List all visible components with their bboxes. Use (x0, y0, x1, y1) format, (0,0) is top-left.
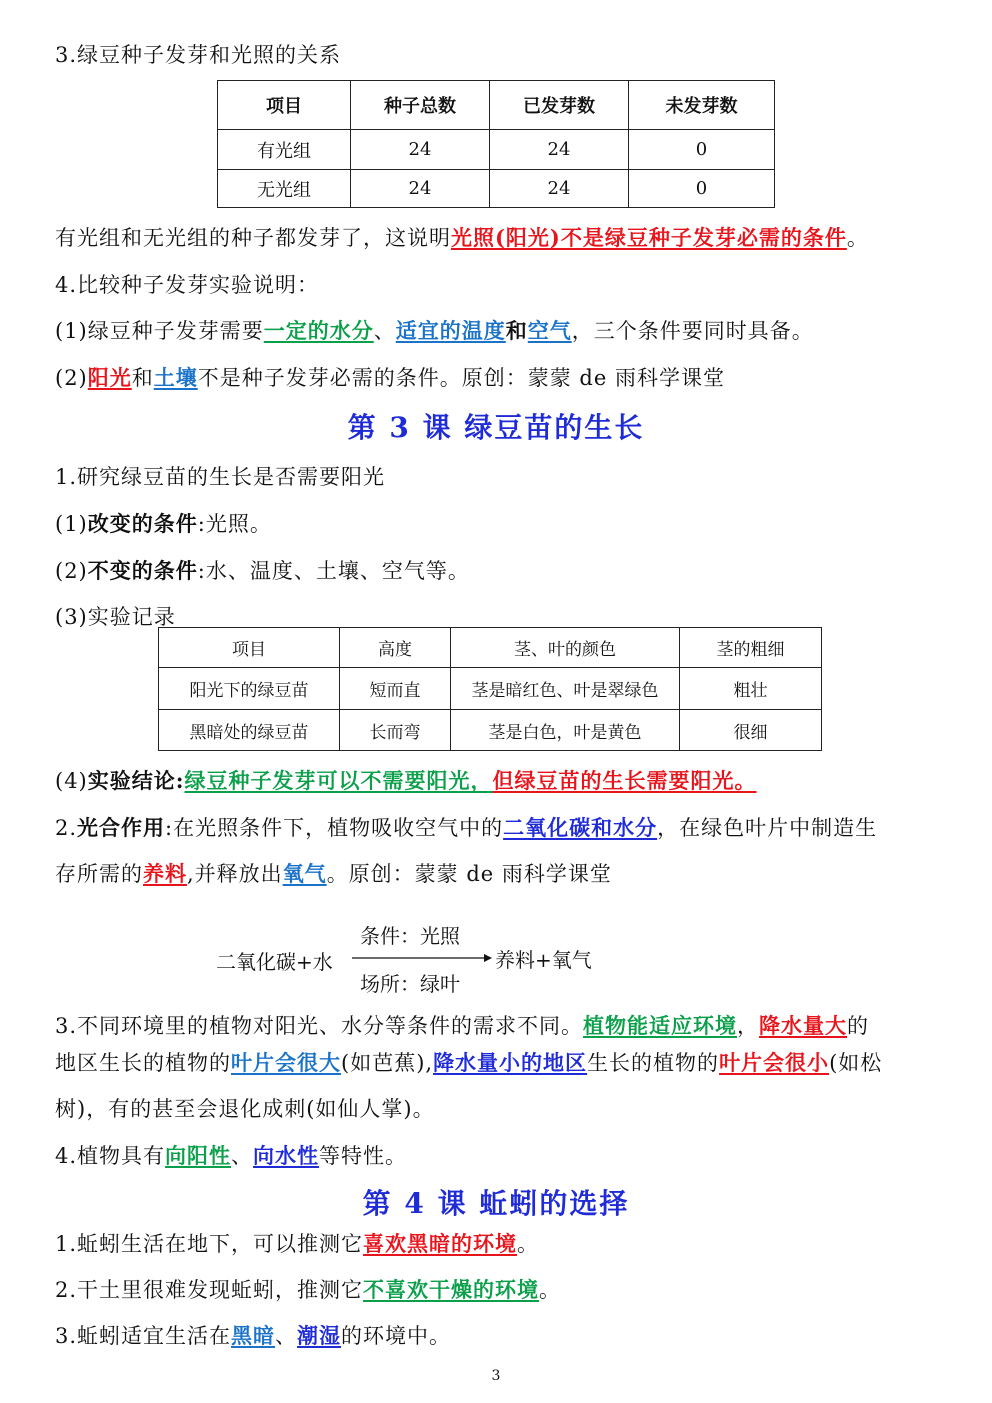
paragraph-earthworm-dry: 2.干土里很难发现蚯蚓，推测它不喜欢干燥的环境。 (55, 1277, 562, 1302)
table2-cell: 粗壮 (680, 668, 822, 710)
table2-cell: 黑暗处的绿豆苗 (159, 710, 340, 751)
highlight-green: 绿豆种子发芽可以不需要阳光， (184, 768, 493, 793)
table1-cell: 0 (629, 130, 775, 170)
table1-cell: 24 (351, 170, 490, 208)
paragraph-adaptation-end: 树)，有的甚至会退化成刺(如仙人掌)。 (55, 1097, 435, 1121)
paragraph-photosynthesis: 2.光合作用:在光照条件下，植物吸收空气中的二氧化碳和水分，在绿色叶片中制造生 (55, 815, 878, 840)
highlight-green: 不喜欢干燥的环境 (363, 1277, 540, 1302)
highlight-blue: 适宜的温度 (395, 318, 506, 343)
highlight-blue: 土壤 (153, 365, 198, 390)
paragraph-light-conclusion: 有光组和无光组的种子都发芽了，这说明光照(阳光)不是绿豆种子发芽必需的条件。 (55, 225, 869, 250)
table2-cell: 很细 (680, 710, 822, 751)
table2-header: 茎的粗细 (680, 628, 822, 668)
paragraph-research: 1.研究绿豆苗的生长是否需要阳光 (55, 465, 386, 489)
table1-header: 未发芽数 (629, 81, 775, 130)
paragraph-conditions: (1)绿豆种子发芽需要一定的水分、适宜的温度和空气，三个条件要同时具备。 (55, 318, 814, 343)
highlight-green: 向阳性 (165, 1143, 232, 1168)
growth-table (158, 627, 822, 751)
highlight-navy: 潮湿 (297, 1323, 342, 1348)
paragraph-adaptation: 3.不同环境里的植物对阳光、水分等条件的需求不同。植物能适应环境，降水量大的 (55, 1013, 870, 1038)
germination-table (217, 80, 775, 208)
highlight-red: 养料 (143, 861, 187, 886)
table1-cell: 无光组 (218, 170, 351, 208)
lesson-4-heading: 第 4 课 蚯蚓的选择 (362, 1187, 630, 1220)
highlight-green: 植物能适应环境 (583, 1013, 738, 1038)
equation-location: 场所：绿叶 (360, 972, 460, 996)
table2-header: 茎、叶的颜色 (451, 628, 680, 668)
table1-cell: 24 (351, 130, 490, 170)
table1-header: 已发芽数 (490, 81, 629, 130)
table1-cell: 0 (629, 170, 775, 208)
highlight-blue: 叶片会很大 (231, 1050, 341, 1075)
table-row (159, 668, 822, 710)
lesson-3-heading: 第 3 课 绿豆苗的生长 (347, 411, 645, 444)
table1-header: 项目 (218, 81, 351, 130)
table-row (159, 710, 822, 751)
highlight-navy: 向水性 (253, 1143, 320, 1168)
equation-arrow (350, 951, 494, 965)
page-number: 3 (491, 1368, 501, 1384)
equation-reactants: 二氧化碳+水 (216, 950, 333, 974)
paragraph-not-needed: (2)阳光和土壤不是种子发芽必需的条件。原创：蒙蒙 de 雨科学课堂 (55, 365, 725, 390)
table2-header: 项目 (159, 628, 340, 668)
highlight-red: 降水量大 (759, 1013, 848, 1038)
section-title-mung-bean-light: 3.绿豆种子发芽和光照的关系 (55, 43, 342, 67)
table-row (218, 170, 775, 208)
paragraph-changed-condition: (1)改变的条件:光照。 (55, 511, 272, 536)
highlight-blue: 黑暗 (231, 1323, 276, 1348)
highlight-red: 光照(阳光)不是绿豆种子发芽必需的条件 (451, 225, 847, 250)
table1-cell: 24 (490, 170, 629, 208)
paragraph-adaptation-cont: 地区生长的植物的叶片会很大(如芭蕉),降水量小的地区生长的植物的叶片会很小(如松 (55, 1050, 883, 1075)
highlight-red: 叶片会很小 (719, 1050, 830, 1075)
highlight-green: 一定的水分 (263, 318, 374, 343)
table2-cell: 短而直 (340, 668, 451, 710)
highlight-red: 阳光 (87, 365, 132, 390)
highlight-red: 喜欢黑暗的环境 (363, 1231, 518, 1256)
highlight-red: 但绿豆苗的生长需要阳光。 (492, 768, 757, 793)
equation-products: 养料+氧气 (495, 948, 592, 972)
table2-header: 高度 (340, 628, 451, 668)
paragraph-compare: 4.比较种子发芽实验说明： (55, 273, 320, 297)
table1-cell: 24 (490, 130, 629, 170)
table1-header: 种子总数 (351, 81, 490, 130)
paragraph-unchanged-conditions: (2)不变的条件:水、温度、土壤、空气等。 (55, 558, 470, 583)
table2-cell: 茎是白色，叶是黄色 (451, 710, 680, 751)
highlight-blue: 空气 (527, 318, 572, 343)
table2-cell: 阳光下的绿豆苗 (159, 668, 340, 710)
paragraph-earthworm-habitat: 3.蚯蚓适宜生活在黑暗、潮湿的环境中。 (55, 1323, 452, 1348)
table2-cell: 茎是暗红色、叶是翠绿色 (451, 668, 680, 710)
paragraph-photosynthesis-cont: 存所需的养料,并释放出氧气。原创：蒙蒙 de 雨科学课堂 (55, 861, 612, 886)
table1-cell: 有光组 (218, 130, 351, 170)
highlight-blue: 氧气 (282, 861, 327, 886)
paragraph-record: (3)实验记录 (55, 605, 176, 629)
highlight-navy: 二氧化碳和水分 (503, 815, 658, 840)
paragraph-experiment-conclusion: (4)实验结论:绿豆种子发芽可以不需要阳光，但绿豆苗的生长需要阳光。 (55, 768, 757, 793)
paragraph-tropism: 4.植物具有向阳性、向水性等特性。 (55, 1143, 408, 1168)
paragraph-earthworm-dark: 1.蚯蚓生活在地下，可以推测它喜欢黑暗的环境。 (55, 1231, 540, 1256)
equation-condition: 条件：光照 (360, 924, 460, 948)
table2-cell: 长而弯 (340, 710, 451, 751)
highlight-navy: 降水量小的地区 (433, 1050, 588, 1075)
table-row (218, 130, 775, 170)
